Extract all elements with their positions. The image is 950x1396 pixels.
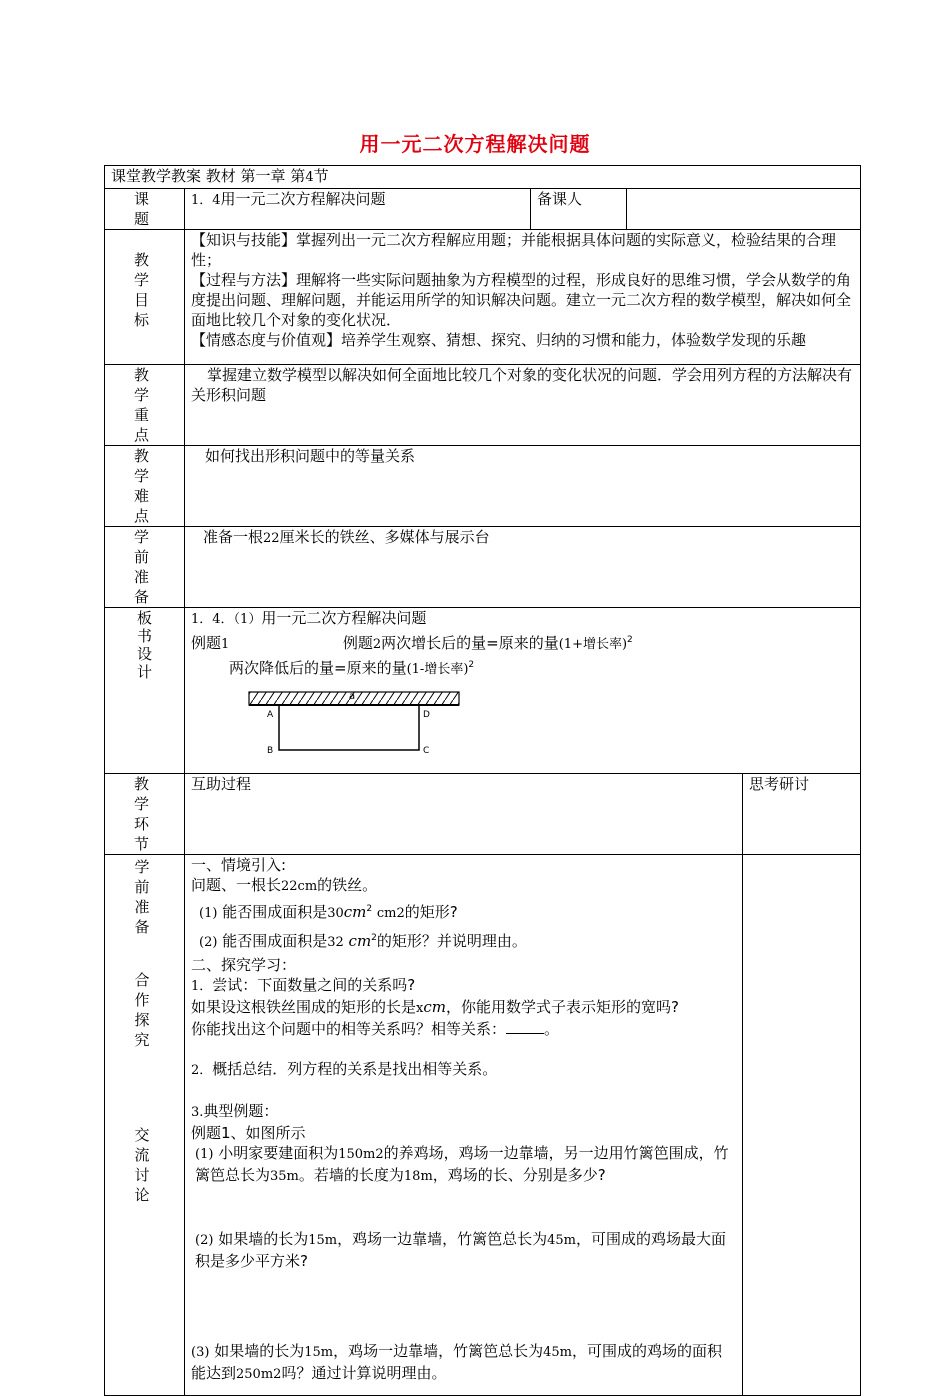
q1-unit: cm [343,903,367,921]
goals-label-1: 教 学 [133,251,155,289]
e1-wall: 18m [403,1169,433,1184]
e1-area: 150m2 [338,1147,384,1162]
intro-title: 一、情境引入: [191,856,287,874]
goals-label-2: 目 标 [133,291,155,329]
try-text: 尝试：下面数量之间的关系吗? [212,976,416,994]
example-1-title: 例题1、如图所示 [191,1124,306,1142]
goal-attitude: 【情感态度与价值观】培养学生观察、猜想、探究、归纳的习惯和能力，体验数学发现的乐趣 [191,331,807,349]
e3-text-a: 如果墙的长为 [214,1342,305,1360]
section-number: 4 [305,170,314,185]
topic-row [105,189,861,230]
preparer-label: 备课人 [537,190,583,208]
q1-unit-extra: cm2 [376,906,405,921]
section-header-row [105,774,861,855]
q2-post: 的矩形？并说明理由。 [376,932,527,950]
board-decline-formula: 两次降低后的量=原来的量 [229,659,407,677]
body-label-prep-1: 学 前 [134,858,156,896]
equality-end: 。 [544,1020,560,1038]
q2-index: (2) [199,935,218,950]
body-label-disc-2: 讨 论 [134,1166,156,1204]
goal-knowledge: 【知识与技能】掌握列出一元二次方程解应用题；并能根据具体问题的实际意义，检验结果的合理性； [191,231,837,269]
thinking-notes-cell [743,855,861,1396]
q1-pre: 能否围成面积是 [222,903,328,921]
key-label-1: 教 学 [133,366,155,404]
label-a: a [349,691,356,702]
thinking-heading: 思考研讨 [749,775,810,793]
summary-index: 2． [191,1063,213,1078]
board-example-2: 例题 [342,634,373,652]
key-label-2: 重 点 [133,406,155,444]
e3-fence: 45m [543,1345,572,1360]
prep-text-post: 厘米长的铁丝、多媒体与展示台 [279,528,490,546]
wire-length: 22cm [281,879,318,894]
board-example-1: 例题 [191,634,222,652]
page-title: 用一元二次方程解决问题 [359,132,591,156]
e1-index: (1) [195,1147,214,1162]
stage-label-2: 环 节 [133,815,155,853]
answer-blank [506,1019,544,1034]
e1-text-d: ，鸡场的长、分别是多少? [432,1166,606,1184]
e2-wall: 15m [308,1233,338,1248]
e3-wall: 15m [304,1345,334,1360]
board-label-1: 板 [136,609,152,627]
intro-question-post: 的铁丝。 [317,876,378,894]
board-decline-rate: (1-增长率) [406,662,469,677]
e3-index: (3) [191,1345,210,1360]
q1-post: 的矩形? [404,903,458,921]
q1-area: 30 [327,906,344,921]
header-text: 课堂教学教案 教材 第一章 第 [111,167,306,185]
prep-label-1: 学 前 [133,528,155,566]
q2-unit-exp: 2 [371,933,377,943]
stage-label-1: 教 学 [133,775,155,813]
board-label-2: 书 [136,627,152,645]
body-label-disc-1: 交 流 [134,1126,156,1164]
q2-unit: cm [348,932,372,950]
label-D: D [423,710,430,720]
e2-text-c: ，可围成的鸡场最大面积是多少平方米? [195,1230,726,1270]
body-label-coop-1: 合 作 [134,971,156,1009]
board-label-4: 计 [136,663,152,681]
goal-process: 【过程与方法】理解将一些实际问题抽象为方程模型的过程，形成良好的思维习惯，学会从数学的角度提出问题、理解问题，并能运用所学的知识解决问题。建立一元二次方程的数学模型，解决如何全面地比较几个对象的变化状况． [191,271,852,329]
preparer-value [627,189,861,230]
board-example-2-num: 2 [372,637,382,652]
examples-title: 典型例题： [203,1102,279,1120]
q1-index: (1) [199,906,218,921]
e3-text-c: ，可围成的鸡场的面积能达到 [191,1342,722,1382]
board-growth-formula: 两次增长后的量=原来的量 [381,634,559,652]
e3-text-b: ，鸡场一边靠墙，竹篱笆总长为 [333,1342,544,1360]
q2-pre: 能否围成面积是 [222,932,328,950]
prep-row [105,527,861,608]
e1-text-c: 。若墙的长度为 [298,1166,404,1184]
e2-fence: 45m [547,1233,576,1248]
board-label-3: 设 [136,645,152,663]
e1-fence: 35m [270,1169,299,1184]
try-variable: x [416,1001,424,1016]
prep-label-2: 准 备 [133,568,155,606]
key-points-row [105,365,861,446]
e1-text-b: 的养鸡场，鸡场一边靠墙，另一边用竹篱笆围成，竹篱笆总长为 [195,1144,729,1184]
header-row [105,166,861,189]
try-question-pre: 如果设这根铁丝围成的矩形的长是 [191,998,417,1016]
process-heading: 互助过程 [191,775,252,793]
q1-unit-exp: 2 [366,904,373,914]
try-index: 1． [191,979,213,994]
body-label-prep-2: 准 备 [134,898,156,936]
section-suffix: 节 [313,167,329,185]
summary-text: 概括总结．列方程的关系是找出相等关系。 [212,1060,498,1078]
board-growth-rate: (1+增长率) [558,637,628,652]
goals-row [105,230,861,365]
key-points-text: 掌握建立数学模型以解决如何全面地比较几个对象的变化状况的问题．学会用列方程的方法解决有关形积问题 [191,366,853,404]
intro-question-pre: 问题、一根长 [191,876,282,894]
fence-outline [279,705,419,750]
board-decline-exp: 2 [468,660,475,670]
body-label-coop-2: 探 究 [134,1011,156,1049]
e3-area: 250m2 [236,1367,282,1382]
equality-question: 你能找出这个问题中的相等关系吗？相等关系： [191,1020,507,1038]
difficulty-label-2: 难 点 [133,487,155,525]
e1-text-a: 小明家要建面积为 [218,1144,339,1162]
board-design-row [105,608,861,774]
difficulty-text: 如何找出形积问题中的等量关系 [205,447,416,465]
explore-title: 二、探究学习： [191,956,297,974]
label-A: A [267,710,274,720]
label-C: C [423,746,430,756]
q2-area: 32 [327,935,344,950]
difficulty-label-1: 教 学 [133,447,155,485]
difficulty-row [105,446,861,527]
board-heading-number: 1．4．（1） [191,612,262,627]
board-heading-text: 用一元二次方程解决问题 [261,609,427,627]
prep-text-pre: 准备一根 [203,528,264,546]
board-growth-exp: 2 [627,635,633,645]
board-example-1-num: 1 [221,637,230,652]
body-row [105,855,861,1396]
examples-index: 3. [191,1105,204,1120]
topic-name: 用一元二次方程解决问题 [220,190,386,208]
topic-number: 1．4 [191,193,221,208]
topic-label: 课 题 [133,190,155,228]
try-question-post: ，你能用数学式子表示矩形的宽吗? [445,998,679,1016]
e2-index: (2) [195,1233,214,1248]
prep-length: 22 [263,531,280,546]
e2-text-b: ，鸡场一边靠墙，竹篱笆总长为 [337,1230,548,1248]
lesson-plan-table [104,165,861,1396]
try-unit: cm [423,998,446,1016]
e2-text-a: 如果墙的长为 [218,1230,309,1248]
chicken-coop-figure [245,688,485,778]
label-B: B [267,746,274,756]
e3-text-d: 吗？通过计算说明理由。 [281,1364,447,1382]
